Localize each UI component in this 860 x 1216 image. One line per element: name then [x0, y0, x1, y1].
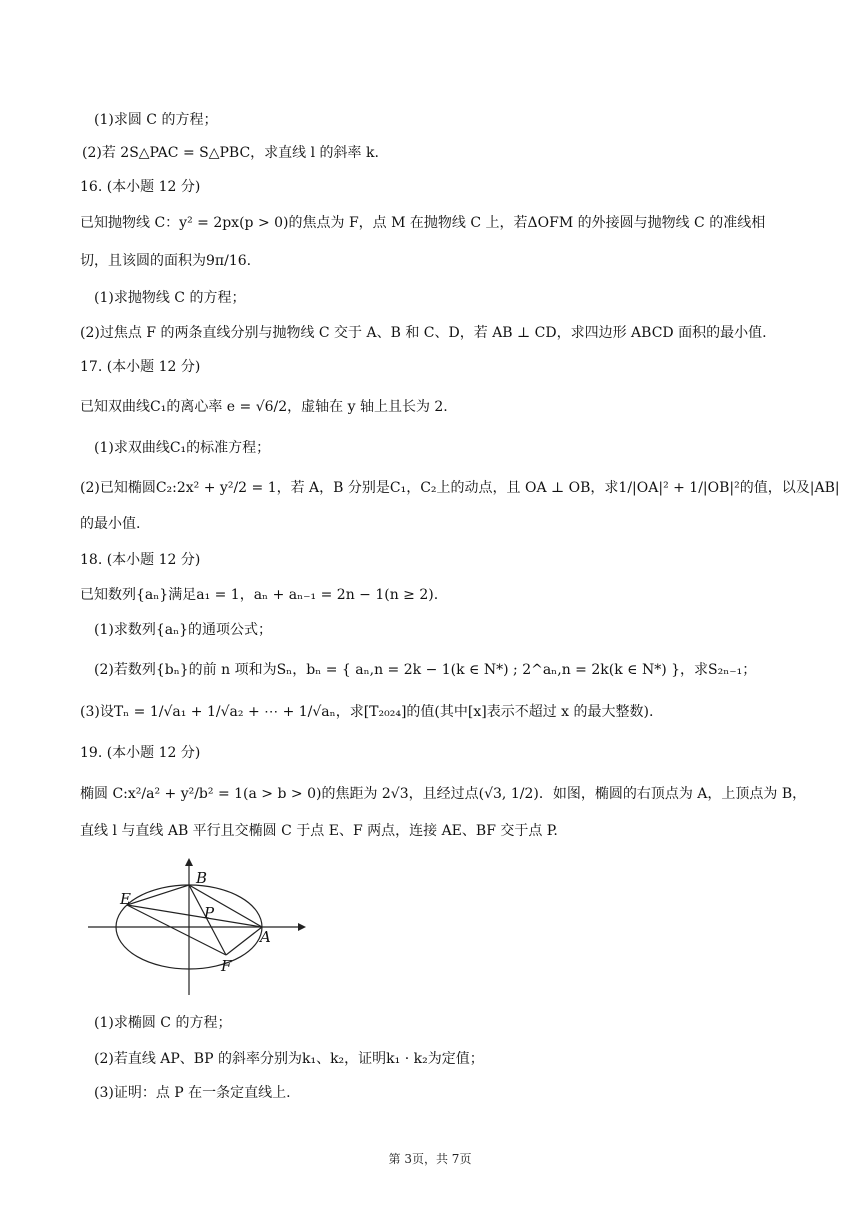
text-line: (2)过焦点 F 的两条直线分别与抛物线 C 交于 A、B 和 C、D，若 AB ⊥ CD，求四边形 ABCD 面积的最小值.	[80, 325, 767, 341]
text-line: (1)求椭圆 C 的方程；	[94, 1015, 232, 1031]
label-P: P	[204, 904, 215, 922]
label-F: F	[221, 957, 232, 975]
problem-heading: 16. (本小题 12 分)	[80, 179, 201, 195]
problem-heading: 18. (本小题 12 分)	[80, 552, 201, 568]
problem-heading: 17. (本小题 12 分)	[80, 359, 201, 375]
text-line: (1)求抛物线 C 的方程；	[94, 290, 246, 306]
text-line: (1)求圆 C 的方程；	[94, 112, 218, 128]
text-line: 的最小值.	[80, 516, 141, 532]
text-line: 已知抛物线 C：y² = 2px(p > 0)的焦点为 F，点 M 在抛物线 C 上，若ΔOFM 的外接圆与抛物线 C 的准线相	[80, 215, 766, 231]
text-line: (3)证明：点 P 在一条定直线上.	[94, 1085, 291, 1101]
text-line: (2)已知椭圆C₂:2x² + y²/2 = 1，若 A，B 分别是C₁，C₂上的动点，且 OA ⊥ OB，求1/|OA|² + 1/|OB|²的值，以及|AB|	[80, 480, 840, 496]
text-line: (1)求数列{aₙ}的通项公式；	[94, 622, 273, 638]
text-line: 直线 l 与直线 AB 平行且交椭圆 C 于点 E、F 两点，连接 AE、BF 交于点 P.	[80, 823, 558, 839]
problem-heading: 19. (本小题 12 分)	[80, 745, 201, 761]
text-line: 已知双曲线C₁的离心率 e = √6/2，虚轴在 y 轴上且长为 2.	[80, 399, 448, 415]
ellipse-figure	[86, 858, 316, 998]
text-line: (3)设Tₙ = 1/√a₁ + 1/√a₂ + ⋯ + 1/√aₙ，求[T₂₀₂₄]的值(其中[x]表示不超过 x 的最大整数).	[80, 704, 654, 720]
text-line: (2)若数列{bₙ}的前 n 项和为Sₙ，bₙ = { aₙ,n = 2k − 1(k ∈ N*) ; 2^aₙ,n = 2k(k ∈ N*) }，求S₂ₙ₋₁；	[94, 662, 757, 678]
text-line: (2)若 2S△PAC = S△PBC，求直线 l 的斜率 k.	[82, 145, 379, 161]
label-A: A	[260, 928, 271, 946]
label-E: E	[120, 890, 131, 908]
text-line: (2)若直线 AP、BP 的斜率分别为k₁、k₂，证明k₁ · k₂为定值；	[94, 1051, 484, 1067]
label-B: B	[196, 869, 208, 887]
text-line: 切，且该圆的面积为9π/16.	[80, 253, 252, 269]
text-line: (1)求双曲线C₁的标准方程；	[94, 440, 271, 456]
text-line: 椭圆 C:x²/a² + y²/b² = 1(a > b > 0)的焦距为 2√3，且经过点(√3, 1/2)．如图，椭圆的右顶点为 A，上顶点为 B，	[80, 786, 807, 802]
page-footer: 第 3页，共 7页	[388, 1152, 472, 1166]
text-line: 已知数列{aₙ}满足a₁ = 1，aₙ + aₙ₋₁ = 2n − 1(n ≥ 2).	[80, 587, 439, 603]
